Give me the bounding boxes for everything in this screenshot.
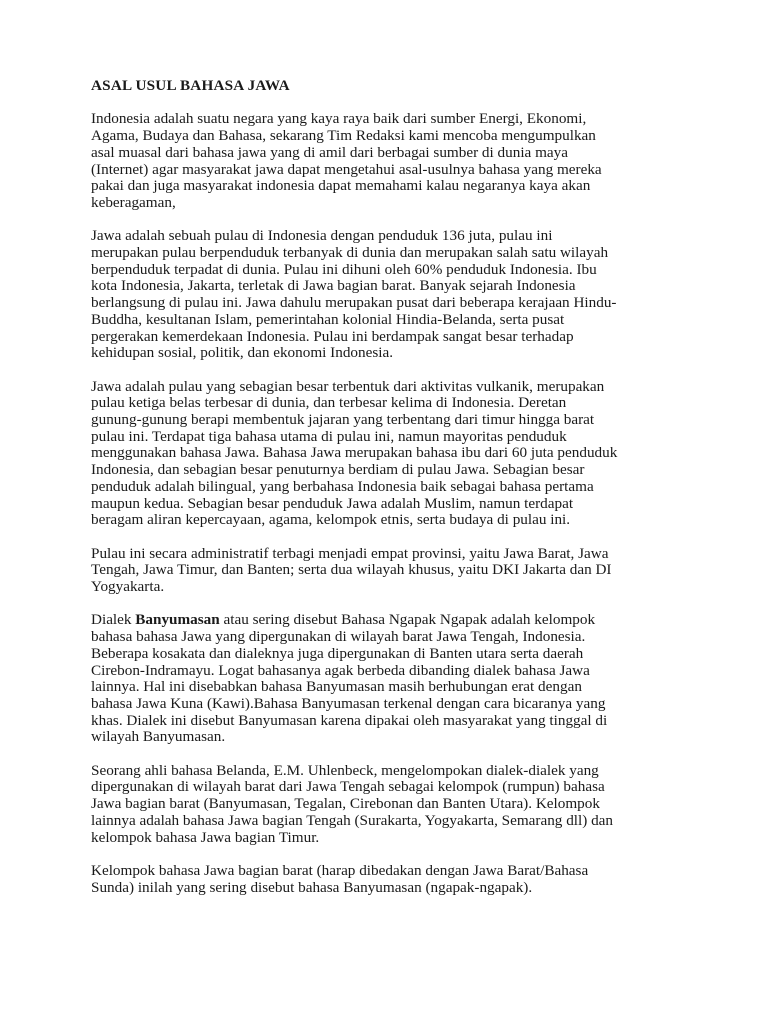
bold-term: Banyumasan bbox=[135, 611, 220, 629]
text-line: bahasa Jawa Kuna (Kawi).Bahasa Banyumasan terkenal dengan cara bicaranya yang bbox=[91, 694, 606, 712]
text-line: kota Indonesia, Jakarta, terletak di Jawa bagian barat. Banyak sejarah Indonesia bbox=[91, 277, 576, 295]
text-line: Beberapa kosakata dan dialeknya juga dipergunakan di Banten utara serta daerah bbox=[91, 644, 584, 662]
text-line: asal muasal dari bahasa jawa yang di amil dari berbagai sumber di dunia maya bbox=[91, 143, 568, 161]
text-fragment: Dialek bbox=[91, 611, 136, 629]
text-line: pakai dan juga masyarakat indonesia dapat memahami kalau negaranya kaya akan bbox=[91, 177, 591, 195]
text-line: berlangsung di pulau ini. Jawa dahulu merupakan pusat dari beberapa kerajaan Hindu- bbox=[91, 294, 617, 312]
text-line: Buddha, kesultanan Islam, pemerintahan kolonial Hindia-Belanda, serta pusat bbox=[91, 310, 565, 328]
text-line: keberagaman, bbox=[91, 193, 176, 211]
paragraph-7 bbox=[91, 863, 691, 896]
document-title: ASAL USUL BAHASA JAWA bbox=[91, 77, 290, 94]
text-line: Sunda) inilah yang sering disebut bahasa Banyumasan (ngapak-ngapak). bbox=[91, 878, 533, 896]
text-line: Cirebon-Indramayu. Logat bahasanya agak berbeda dibanding dialek bahasa Jawa bbox=[91, 661, 590, 679]
text-line: pulau ini. Terdapat tiga bahasa utama di pulau ini, namun mayoritas penduduk bbox=[91, 427, 567, 445]
text-line: bahasa bahasa Jawa yang dipergunakan di wilayah barat Jawa Tengah, Indonesia. bbox=[91, 628, 586, 646]
text-line: Indonesia, dan sebagian besar penuturnya berdiam di pulau Jawa. Sebagian besar bbox=[91, 461, 585, 479]
paragraph-6 bbox=[91, 763, 691, 847]
document-page bbox=[91, 78, 691, 913]
paragraph-4 bbox=[91, 546, 691, 596]
paragraph-1 bbox=[91, 111, 691, 211]
text-line: Jawa adalah pulau yang sebagian besar terbentuk dari aktivitas vulkanik, merupakan bbox=[91, 377, 605, 395]
text-line: penduduk adalah bilingual, yang berbahasa Indonesia baik sebagai bahasa pertama bbox=[91, 477, 594, 495]
text-line: Kelompok bahasa Jawa bagian barat (harap dibedakan dengan Jawa Barat/Bahasa bbox=[91, 861, 589, 879]
paragraph-5 bbox=[91, 612, 691, 746]
text-line: lainnya adalah bahasa Jawa bagian Tengah (Surakarta, Yogyakarta, Semarang dll) dan bbox=[91, 811, 614, 829]
text-line: (Internet) agar masyarakat jawa dapat mengetahui asal-usulnya bahasa yang mereka bbox=[91, 160, 602, 178]
text-line: beragam aliran kepercayaan, agama, kelompok etnis, serta budaya di pulau ini. bbox=[91, 511, 571, 529]
text-line: lainnya. Hal ini disebabkan bahasa Banyumasan masih berhubungan erat dengan bbox=[91, 678, 582, 696]
text-line: wilayah Banyumasan. bbox=[91, 728, 226, 746]
text-line bbox=[91, 612, 691, 629]
paragraph-2 bbox=[91, 228, 691, 362]
text-fragment: atau sering disebut Bahasa Ngapak Ngapak adalah kelompok bbox=[219, 611, 596, 629]
text-line: Yogyakarta. bbox=[91, 578, 165, 596]
text-line: Seorang ahli bahasa Belanda, E.M. Uhlenbeck, mengelompokan dialek-dialek yang bbox=[91, 761, 599, 779]
text-line: pulau ketiga belas terbesar di dunia, dan terbesar kelima di Indonesia. Deretan bbox=[91, 394, 567, 412]
text-line: kelompok bahasa Jawa bagian Timur. bbox=[91, 828, 320, 846]
text-line: dipergunakan di wilayah barat dari Jawa Tengah sebagai kelompok (rumpun) bahasa bbox=[91, 778, 605, 796]
text-line: Tengah, Jawa Timur, dan Banten; serta dua wilayah khusus, yaitu DKI Jakarta dan DI bbox=[91, 561, 612, 579]
text-line: khas. Dialek ini disebut Banyumasan karena dipakai oleh masyarakat yang tinggal di bbox=[91, 711, 608, 729]
text-line: gunung-gunung berapi membentuk jajaran yang terbentang dari timur hingga barat bbox=[91, 411, 595, 429]
text-line: Indonesia adalah suatu negara yang kaya raya baik dari sumber Energi, Ekonomi, bbox=[91, 110, 587, 128]
text-line: pergerakan kemerdekaan Indonesia. Pulau ini berdampak sangat besar terhadap bbox=[91, 327, 574, 345]
text-line: kehidupan sosial, politik, dan ekonomi Indonesia. bbox=[91, 344, 394, 362]
text-line: Jawa adalah sebuah pulau di Indonesia dengan penduduk 136 juta, pulau ini bbox=[91, 227, 553, 245]
text-line: berpenduduk terpadat di dunia. Pulau ini dihuni oleh 60% penduduk Indonesia. Ibu bbox=[91, 260, 597, 278]
text-line: maupun kedua. Sebagian besar penduduk Jawa adalah Muslim, namun terdapat bbox=[91, 494, 574, 512]
text-line: Jawa bagian barat (Banyumasan, Tegalan, Cirebonan dan Banten Utara). Kelompok bbox=[91, 795, 600, 813]
text-line: Pulau ini secara administratif terbagi menjadi empat provinsi, yaitu Jawa Barat, Jawa bbox=[91, 544, 609, 562]
text-line: Agama, Budaya dan Bahasa, sekarang Tim Redaksi kami mencoba mengumpulkan bbox=[91, 127, 596, 145]
paragraph-3 bbox=[91, 379, 691, 529]
text-line: merupakan pulau berpenduduk terbanyak di dunia dan merupakan salah satu wilayah bbox=[91, 244, 609, 261]
text-line: menggunakan bahasa Jawa. Bahasa Jawa merupakan bahasa ibu dari 60 juta penduduk bbox=[91, 444, 618, 462]
